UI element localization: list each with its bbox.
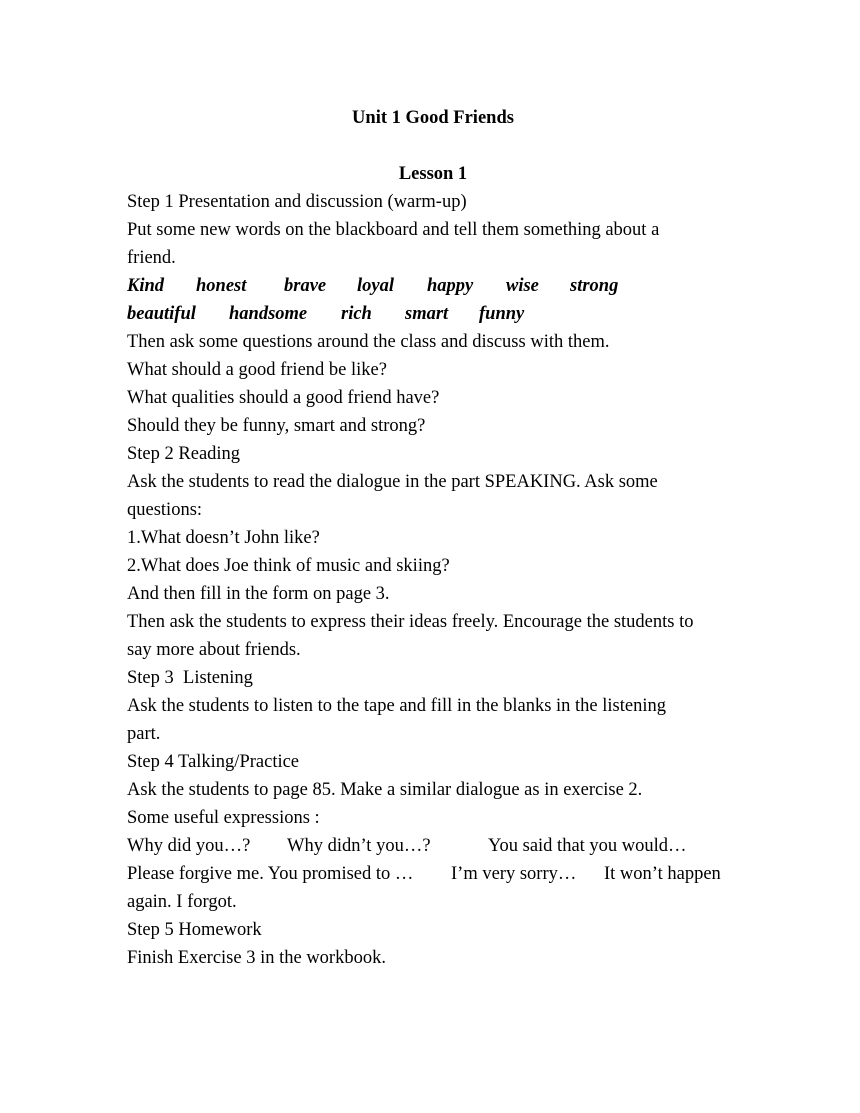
reading-question: 2.What does Joe think of music and skiing? [127, 556, 450, 576]
expressions-row-1 [127, 832, 747, 860]
vocab-word: wise [506, 276, 539, 296]
reading-question: 1.What doesn’t John like? [127, 528, 320, 548]
discussion-question: What qualities should a good friend have? [127, 388, 440, 408]
vocabulary-row-2 [127, 300, 747, 328]
step3-text-continued: part. [127, 724, 161, 744]
step2-fill-form: And then fill in the form on page 3. [127, 584, 390, 604]
step1-text: Put some new words on the blackboard and tell them something about a [127, 220, 660, 240]
step1-followup: Then ask some questions around the class and discuss with them. [127, 332, 610, 352]
expression: It won’t happen [604, 864, 721, 884]
unit-title: Unit 1 Good Friends [352, 108, 514, 128]
vocab-word: Kind [127, 276, 165, 296]
step1-text-continued: friend. [127, 248, 176, 268]
vocab-word: strong [570, 276, 619, 296]
step3-text: Ask the students to listen to the tape and fill in the blanks in the listening [127, 696, 666, 716]
discussion-question: What should a good friend be like? [127, 360, 387, 380]
vocab-word: beautiful [127, 304, 196, 324]
step2-heading: Step 2 Reading [127, 444, 241, 464]
step5-heading: Step 5 Homework [127, 920, 262, 940]
vocab-word: honest [196, 276, 247, 296]
vocab-word: funny [479, 304, 525, 324]
vocab-word: smart [405, 304, 449, 324]
vocab-word: brave [284, 276, 327, 296]
step2-text: Ask the students to read the dialogue in the part SPEAKING. Ask some [127, 472, 658, 492]
expression: Why didn’t you…? [287, 836, 431, 856]
step1-heading: Step 1 Presentation and discussion (warm-up) [127, 192, 467, 212]
document-page [127, 104, 747, 972]
vocabulary-row-1 [127, 272, 747, 300]
step5-text: Finish Exercise 3 in the workbook. [127, 948, 386, 968]
expression: You said that you would… [488, 836, 687, 856]
expression: I’m very sorry… [451, 864, 577, 884]
discussion-question: Should they be funny, smart and strong? [127, 416, 426, 436]
lesson-title: Lesson 1 [398, 164, 468, 184]
expressions-row-2 [127, 860, 747, 888]
vocab-word: rich [341, 304, 372, 324]
step2-express: Then ask the students to express their ideas freely. Encourage the students to [127, 612, 694, 632]
vocab-word: loyal [357, 276, 394, 296]
expressions-row-3: again. I forgot. [127, 892, 237, 912]
vocab-word: handsome [229, 304, 308, 324]
step2-express-continued: say more about friends. [127, 640, 301, 660]
expression: Why did you…? [127, 836, 251, 856]
step3-heading: Step 3 Listening [127, 668, 253, 688]
expression: Please forgive me. You promised to … [127, 864, 414, 884]
expressions-intro: Some useful expressions : [127, 808, 320, 828]
vocab-word: happy [427, 276, 474, 296]
step4-text: Ask the students to page 85. Make a similar dialogue as in exercise 2. [127, 780, 643, 800]
step2-text-continued: questions: [127, 500, 203, 520]
step4-heading: Step 4 Talking/Practice [127, 752, 300, 772]
